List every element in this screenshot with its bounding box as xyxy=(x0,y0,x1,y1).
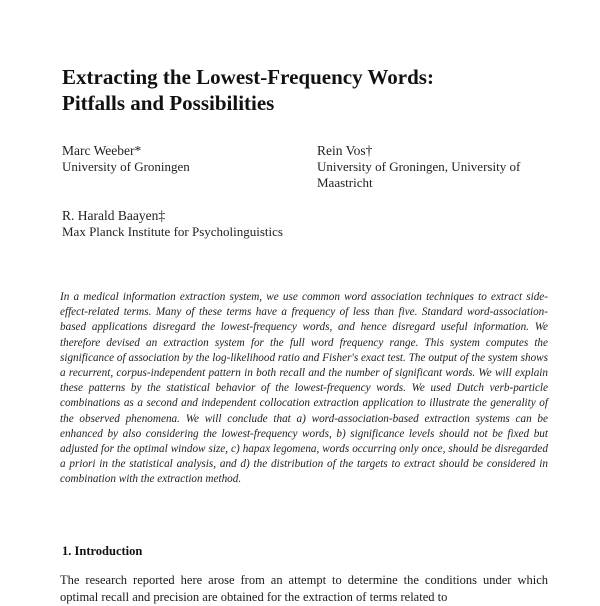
title-line-2: Pitfalls and Possibilities xyxy=(62,91,275,116)
abstract: In a medical information extraction system, we use common word association techniques to extract side-effect-related terms. Many of these terms have a frequency of less than five. Standard word-association-based applications disregard the lowest-frequency words, and hence disregard useful information. We therefore devised an extraction system for the full word frequency range. This system computes the significance of association by the log-likelihood ratio and Fisher's exact test. The output of the system shows a recurrent, corpus-independent pattern in both recall and the number of significant words. We will explain these patterns by the statistical behavior of the lowest-frequency words. We used Dutch verb-particle combinations as a second and independent collocation extraction application to illustrate the generality of the observed phenomena. We will conclude that a) word-association-based extraction systems can be enhanced by also considering the lowest-frequency words, b) significance levels should not be fixed but adjusted for the optimal window size, c) hapax legomena, words occurring only once, should be disregarded a priori in the statistical analysis, and d) the distribution of the targets to extract should be considered in combination with the extraction method. xyxy=(60,291,548,486)
author-name: Marc Weeber* xyxy=(62,143,142,158)
author-block-weeber xyxy=(62,143,292,175)
author-affiliation: University of Groningen, University of Maastricht xyxy=(317,159,521,190)
author-block-baayen xyxy=(62,208,292,240)
introduction-paragraph: The research reported here arose from an attempt to determine the conditions under which optimal recall and precision are obtained for the extraction of terms related to xyxy=(60,573,548,604)
author-affiliation: University of Groningen xyxy=(62,159,190,174)
section-heading-introduction: 1. Introduction xyxy=(62,544,143,558)
author-name: Rein Vos† xyxy=(317,143,373,158)
author-name: R. Harald Baayen‡ xyxy=(62,208,166,223)
paper-title xyxy=(62,64,562,116)
title-line-1: Extracting the Lowest-Frequency Words: xyxy=(62,65,434,90)
author-affiliation: Max Planck Institute for Psycholinguistics xyxy=(62,224,283,239)
author-block-vos xyxy=(317,143,557,191)
